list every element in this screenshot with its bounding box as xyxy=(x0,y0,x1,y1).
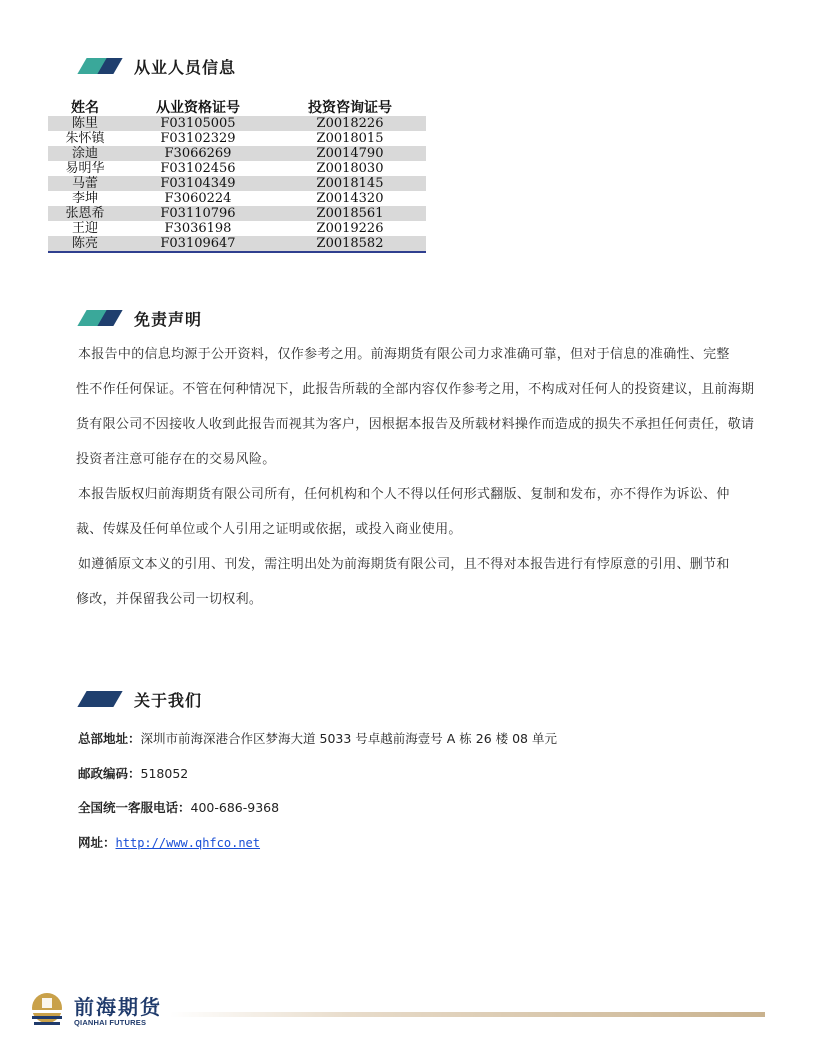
website-link[interactable]: http://www.qhfco.net xyxy=(115,836,261,850)
cell-consulting: Z0018030 xyxy=(274,161,426,176)
disclaimer-line: 本报告版权归前海期货有限公司所有，任何机构和个人不得以任何形式翻版、复制和发布，亦不得作为诉讼、仲 xyxy=(78,487,730,502)
disclaimer-line: 修改，并保留我公司一切权利。 xyxy=(76,592,263,607)
cell-consulting: Z0018226 xyxy=(274,116,426,131)
cell-name: 陈亮 xyxy=(48,236,122,252)
cell-qualification: F3036198 xyxy=(122,221,274,236)
address-line xyxy=(78,729,557,747)
table-row xyxy=(48,191,426,206)
cell-qualification: F03109647 xyxy=(122,236,274,252)
staff-table xyxy=(48,100,426,253)
cell-consulting: Z0018145 xyxy=(274,176,426,191)
company-logo xyxy=(30,992,170,1032)
cell-consulting: Z0014790 xyxy=(274,146,426,161)
section-title: 免责声明 xyxy=(134,309,203,329)
heading-bars-icon xyxy=(78,58,122,74)
cell-consulting: Z0019226 xyxy=(274,221,426,236)
cell-qualification: F3060224 xyxy=(122,191,274,206)
postcode-line xyxy=(78,764,188,782)
table-row xyxy=(48,116,426,131)
cell-qualification: F03102456 xyxy=(122,161,274,176)
cell-name: 王迎 xyxy=(48,221,122,236)
cell-name: 张恩希 xyxy=(48,206,122,221)
disclaimer-line: 性不作任何保证。不管在何种情况下，此报告所载的全部内容仅作参考之用，不构成对任何人的投资建议，且前海期 xyxy=(76,382,755,397)
column-header-name: 姓名 xyxy=(48,100,122,116)
hotline-value: 400-686-9368 xyxy=(190,800,280,815)
cell-qualification: F03105005 xyxy=(122,116,274,131)
address-value: 深圳市前海深港合作区梦海大道 5033 号卓越前海壹号 A 栋 26 楼 08 单元 xyxy=(140,731,557,746)
hotline-label: 全国统一客服电话： xyxy=(78,800,191,815)
disclaimer-body xyxy=(78,337,770,617)
disclaimer-line: 货有限公司不因接收人收到此报告而视其为客户，因根据本报告及所载材料操作而造成的损失不承担任何责任，敬请 xyxy=(76,417,755,432)
logo-chinese-name: 前海期货 xyxy=(74,995,162,1019)
column-header-qualification: 从业资格证号 xyxy=(122,100,274,116)
table-row xyxy=(48,161,426,176)
cell-consulting: Z0018015 xyxy=(274,131,426,146)
cell-qualification: F3066269 xyxy=(122,146,274,161)
table-row xyxy=(48,206,426,221)
table-row xyxy=(48,176,426,191)
heading-bars-icon xyxy=(78,310,122,326)
postcode-label: 邮政编码： xyxy=(78,766,141,781)
cell-name: 易明华 xyxy=(48,161,122,176)
table-row xyxy=(48,131,426,146)
section-heading-about xyxy=(78,688,202,710)
cell-name: 李坤 xyxy=(48,191,122,206)
disclaimer-line: 裁、传媒及任何单位或个人引用之证明或依据，或投入商业使用。 xyxy=(76,522,462,537)
address-label: 总部地址： xyxy=(78,731,141,746)
cell-name: 马蕾 xyxy=(48,176,122,191)
postcode-value: 518052 xyxy=(140,766,189,781)
cell-name: 朱怀镇 xyxy=(48,131,122,146)
table-row xyxy=(48,146,426,161)
section-heading-disclaimer xyxy=(78,307,202,329)
cell-consulting: Z0018582 xyxy=(274,236,426,252)
hotline-line xyxy=(78,798,279,816)
table-row xyxy=(48,221,426,236)
cell-qualification: F03110796 xyxy=(122,206,274,221)
website-label: 网址： xyxy=(78,835,116,850)
cell-name: 陈里 xyxy=(48,116,122,131)
table-header-row xyxy=(48,100,426,116)
section-title: 从业人员信息 xyxy=(134,57,237,77)
section-heading-staff xyxy=(78,55,236,77)
section-title: 关于我们 xyxy=(134,690,203,710)
website-line xyxy=(78,833,260,851)
cell-qualification: F03102329 xyxy=(122,131,274,146)
cell-name: 涂迪 xyxy=(48,146,122,161)
logo-english-name: QIANHAI FUTURES xyxy=(74,1018,147,1027)
disclaimer-line: 如遵循原文本义的引用、刊发，需注明出处为前海期货有限公司，且不得对本报告进行有悖原意的引用、删节和 xyxy=(78,557,730,572)
disclaimer-line: 投资者注意可能存在的交易风险。 xyxy=(76,452,276,467)
footer-divider xyxy=(170,1012,765,1017)
table-row xyxy=(48,236,426,252)
disclaimer-line: 本报告中的信息均源于公开资料，仅作参考之用。前海期货有限公司力求准确可靠，但对于信息的准确性、完整 xyxy=(78,347,730,362)
cell-qualification: F03104349 xyxy=(122,176,274,191)
cell-consulting: Z0018561 xyxy=(274,206,426,221)
column-header-consulting: 投资咨询证号 xyxy=(274,100,426,116)
heading-bars-icon xyxy=(78,691,122,707)
cell-consulting: Z0014320 xyxy=(274,191,426,206)
